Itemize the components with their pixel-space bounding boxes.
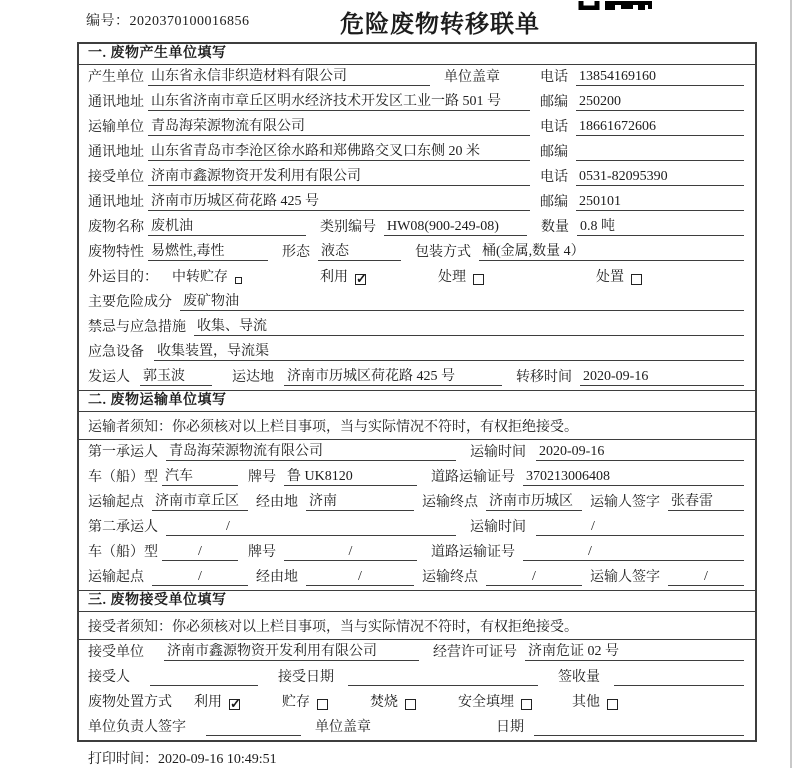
print-time-label: 打印时间： [88, 752, 158, 767]
receiver-value [150, 669, 258, 686]
hazard-component-label: 主要危险成分 [88, 295, 172, 310]
disposal-method-label: 废物处置方式 [88, 695, 172, 710]
page-right-edge [790, 0, 792, 768]
utilize-checkbox [355, 274, 366, 285]
print-time [88, 748, 277, 768]
quantity-label: 数量 [541, 220, 569, 235]
second-carrier-value: / [166, 518, 456, 536]
zip-label: 邮编 [540, 145, 568, 160]
via-label: 经由地 [256, 495, 298, 510]
transfer-time-value: 2020-09-16 [580, 368, 744, 386]
first-carrier-value: 青岛海荣源物流有限公司 [166, 443, 456, 461]
purpose-option-treat [438, 266, 484, 286]
purpose-label: 外运目的： [88, 270, 158, 285]
permit-label: 经营许可证号 [433, 645, 517, 660]
produce-unit-label: 产生单位 [88, 70, 144, 85]
date-label: 日期 [496, 720, 524, 735]
row-produce-unit [79, 65, 755, 90]
produce-zip-value: 250200 [576, 93, 744, 111]
plate-label: 牌号 [248, 545, 276, 560]
transporter-sign-label: 运输人签字 [590, 495, 660, 510]
row-route2 [79, 565, 755, 590]
vehicle-type-value: 汽车 [162, 468, 238, 486]
waste-name-value: 废机油 [148, 218, 306, 236]
emergency-equipment-label: 应急设备 [88, 345, 144, 360]
receive-unit-label: 接受单位 [88, 645, 144, 660]
plate-value: 鲁 UK8120 [284, 468, 417, 486]
row-route1 [79, 490, 755, 515]
row-sender [79, 365, 755, 390]
address-label: 通讯地址 [88, 95, 144, 110]
hazard-component-value: 废矿物油 [180, 293, 744, 311]
row-waste-character [79, 240, 755, 265]
disposal-option-label: 利用 [194, 695, 222, 710]
unit-seal-label: 单位盖章 [315, 720, 371, 735]
row-produce-address [79, 90, 755, 115]
category-value: HW08(900-249-08) [384, 218, 527, 236]
via-value: 济南 [306, 493, 414, 511]
transfer-time-label: 转移时间 [516, 370, 572, 385]
section2-header: 二. 废物运输单位填写 [79, 390, 755, 412]
receive-address-value: 济南市历城区荷花路 425 号 [148, 193, 530, 211]
disposal-utilize-checkbox [229, 699, 240, 710]
row-waste-name [79, 215, 755, 240]
row-vehicle2 [79, 540, 755, 565]
first-carrier-label: 第一承运人 [88, 445, 158, 460]
manifest-form [77, 42, 757, 742]
category-label: 类别编号 [320, 220, 376, 235]
sender-value: 郭玉波 [140, 368, 212, 386]
transport-time-label: 运输时间 [470, 520, 526, 535]
origin2-value: / [152, 568, 248, 586]
road-license-value: 370213006408 [523, 468, 744, 486]
row-receiver [79, 665, 755, 690]
row-receive-unit-s3 [79, 640, 755, 665]
row-receive-unit [79, 165, 755, 190]
receive-phone-value: 0531-82095390 [576, 168, 744, 186]
row-receive-address [79, 190, 755, 215]
purpose-option-label: 中转贮存 [172, 270, 228, 285]
origin-label: 运输起点 [88, 570, 144, 585]
disposal-other-checkbox [607, 699, 618, 710]
destination-value: 济南市历城区荷花路 425 号 [284, 368, 502, 386]
disposal-option-landfill [458, 691, 532, 711]
page-title: 危险废物转移联单 [340, 12, 540, 38]
via2-value: / [306, 568, 414, 586]
responsible-sign-value [206, 719, 301, 736]
transporter-notice [79, 412, 755, 440]
row-first-carrier [79, 440, 755, 465]
disposal-option-label: 焚烧 [370, 695, 398, 710]
purpose-option-transfer-storage [172, 266, 242, 286]
phone-label: 电话 [540, 120, 568, 135]
unit-seal-label: 单位盖章 [444, 70, 500, 85]
disposal-option-other [572, 691, 618, 711]
emergency-measures-value: 收集、导流 [194, 318, 744, 336]
section3-header: 三. 废物接受单位填写 [79, 590, 755, 612]
transporter-sign2-value: / [668, 568, 744, 586]
row-transport-address [79, 140, 755, 165]
disposal-option-label: 其他 [572, 695, 600, 710]
end2-value: / [486, 568, 582, 586]
transport-time-label: 运输时间 [470, 445, 526, 460]
transport-address-value: 山东省青岛市李沧区徐水路和郑佛路交叉口东侧 20 米 [148, 143, 530, 161]
receive-unit-value: 济南市鑫源物资开发利用有限公司 [148, 168, 530, 186]
origin-value: 济南市章丘区 [152, 493, 248, 511]
document-number-label: 编号： [86, 14, 130, 29]
disposal-landfill-checkbox [521, 699, 532, 710]
row-emergency-measures [79, 315, 755, 340]
disposal-storage-checkbox [317, 699, 328, 710]
emergency-equipment-value: 收集装置，导流渠 [154, 343, 744, 361]
purpose-option-utilize [320, 266, 366, 286]
waste-name-label: 废物名称 [88, 220, 144, 235]
transport-zip-value [576, 144, 744, 161]
receive-zip-value: 250101 [576, 193, 744, 211]
purpose-option-label: 利用 [320, 270, 348, 285]
permit-value: 济南危证 02 号 [525, 643, 744, 661]
disposal-option-label: 贮存 [282, 695, 310, 710]
destination-label: 运达地 [232, 370, 274, 385]
package-value: 桶(金属,数量 4） [479, 243, 744, 261]
vehicle-type-label: 车（船）型 [88, 545, 158, 560]
transporter-sign-label: 运输人签字 [590, 570, 660, 585]
phone-label: 电话 [540, 170, 568, 185]
end-value: 济南市历城区 [486, 493, 582, 511]
produce-address-value: 山东省济南市章丘区明水经济技术开发区工业一路 501 号 [148, 93, 530, 111]
produce-unit-value: 山东省永信非织造材料有限公司 [148, 68, 430, 86]
produce-phone-value: 13854169160 [576, 68, 744, 86]
disposal-option-incinerate [370, 691, 416, 711]
waste-character-label: 废物特性 [88, 245, 144, 260]
responsible-sign-label: 单位负责人签字 [88, 720, 186, 735]
second-carrier-label: 第二承运人 [88, 520, 158, 535]
first-carrier-time-value: 2020-09-16 [536, 443, 744, 461]
dispose-checkbox [631, 274, 642, 285]
purpose-option-label: 处置 [596, 270, 624, 285]
treat-checkbox [473, 274, 484, 285]
disposal-option-storage [282, 691, 328, 711]
purpose-option-dispose [596, 266, 642, 286]
zip-label: 邮编 [540, 95, 568, 110]
disposal-incinerate-checkbox [405, 699, 416, 710]
receiver-notice [79, 612, 755, 640]
road-license-label: 道路运输证号 [431, 470, 515, 485]
transporter-sign-value: 张春雷 [668, 493, 744, 511]
package-label: 包装方式 [415, 245, 471, 260]
second-carrier-time-value: / [536, 518, 744, 536]
transfer-storage-checkbox [235, 277, 242, 284]
print-time-value: 2020-09-16 10:49:51 [158, 752, 277, 767]
date-value [534, 719, 744, 736]
section1-header: 一. 废物产生单位填写 [79, 44, 755, 65]
transporter-notice-text: 运输者须知：你必须核对以上栏目事项，当与实际情况不符时，有权拒绝接受。 [88, 419, 578, 435]
transport-unit-label: 运输单位 [88, 120, 144, 135]
quantity-value: 0.8 吨 [577, 218, 744, 236]
emergency-measures-label: 禁忌与应急措施 [88, 320, 186, 335]
row-transport-purpose [79, 265, 755, 290]
address-label: 通讯地址 [88, 145, 144, 160]
row-hazard-component [79, 290, 755, 315]
plate2-value: / [284, 543, 417, 561]
sender-label: 发运人 [88, 370, 130, 385]
receive-unit-s3-value: 济南市鑫源物资开发利用有限公司 [164, 643, 419, 661]
transport-unit-value: 青岛海荣源物流有限公司 [148, 118, 530, 136]
document-number [86, 10, 250, 30]
receiver-notice-text: 接受者须知：你必须核对以上栏目事项，当与实际情况不符时，有权拒绝接受。 [88, 619, 578, 635]
sign-quantity-label: 签收量 [558, 670, 600, 685]
phone-label: 电话 [540, 70, 568, 85]
row-vehicle1 [79, 465, 755, 490]
end-label: 运输终点 [422, 570, 478, 585]
end-label: 运输终点 [422, 495, 478, 510]
plate-label: 牌号 [248, 470, 276, 485]
row-transport-unit [79, 115, 755, 140]
disposal-option-utilize [194, 691, 240, 711]
disposal-option-label: 安全填埋 [458, 695, 514, 710]
vehicle-type2-value: / [162, 543, 238, 561]
form-value: 液态 [318, 243, 401, 261]
zip-label: 邮编 [540, 195, 568, 210]
purpose-option-label: 处理 [438, 270, 466, 285]
sign-quantity-value [614, 669, 744, 686]
vehicle-type-label: 车（船）型 [88, 470, 158, 485]
row-second-carrier [79, 515, 755, 540]
origin-label: 运输起点 [88, 495, 144, 510]
document-number-value: 2020370100016856 [129, 14, 250, 29]
row-emergency-equipment [79, 340, 755, 365]
receive-unit-label: 接受单位 [88, 170, 144, 185]
receive-date-value [348, 669, 538, 686]
row-disposal-method [79, 690, 755, 715]
transport-phone-value: 18661672606 [576, 118, 744, 136]
via-label: 经由地 [256, 570, 298, 585]
form-label: 形态 [282, 245, 310, 260]
row-responsible-sign [79, 715, 755, 740]
receive-date-label: 接受日期 [278, 670, 334, 685]
qr-code-fragment-icon [578, 0, 654, 10]
road-license2-value: / [523, 543, 744, 561]
address-label: 通讯地址 [88, 195, 144, 210]
road-license-label: 道路运输证号 [431, 545, 515, 560]
waste-character-value: 易燃性,毒性 [148, 243, 268, 261]
receiver-label: 接受人 [88, 670, 130, 685]
